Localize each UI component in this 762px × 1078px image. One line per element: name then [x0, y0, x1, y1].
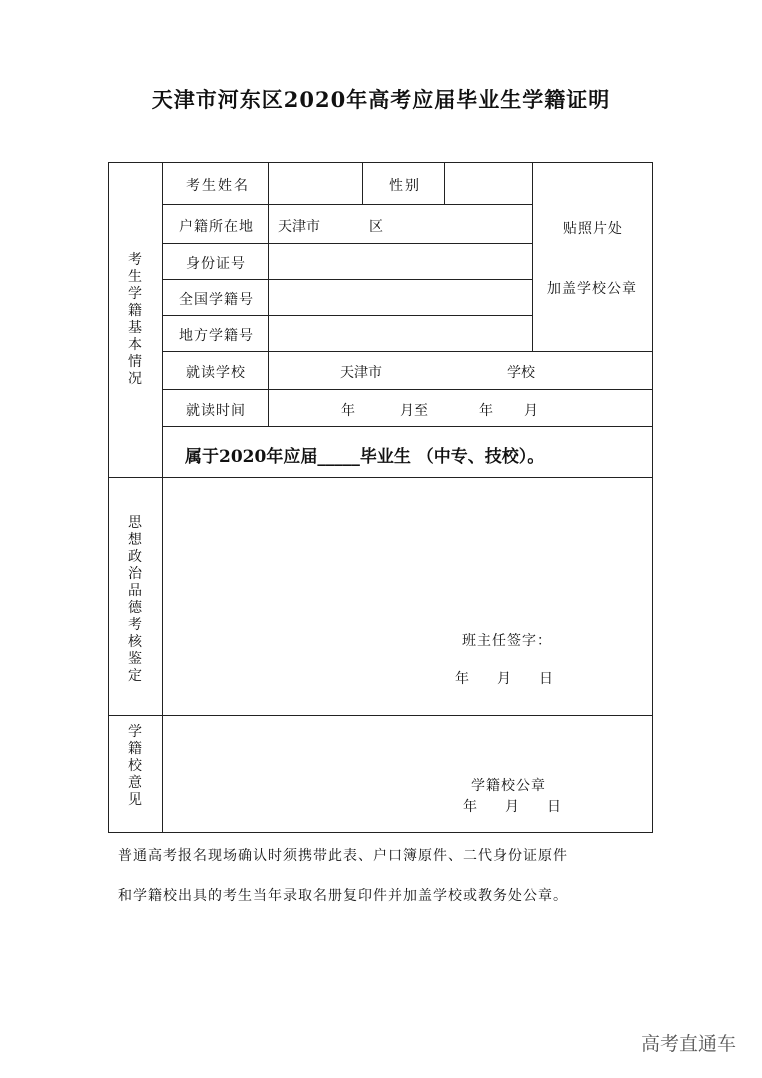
- divider: [162, 162, 163, 833]
- gender-label: 性别: [389, 178, 421, 194]
- id-label: 身份证号: [186, 256, 246, 272]
- watermark: 高考直通车: [640, 1033, 736, 1055]
- footnote-line-2: 和学籍校出具的考生当年录取名册复印件并加盖学校或教务处公章。: [118, 888, 568, 904]
- school-city[interactable]: 天津市: [340, 365, 382, 381]
- divider: [162, 204, 532, 205]
- divider: [162, 426, 653, 427]
- residence-label: 户籍所在地: [179, 219, 254, 235]
- residence-district: 区: [369, 219, 383, 235]
- divider: [532, 162, 533, 351]
- section-school-label: 学籍校意见: [128, 724, 142, 808]
- divider: [162, 351, 653, 352]
- school-seal-label: 加盖学校公章: [547, 281, 637, 297]
- local-id-field[interactable]: [270, 317, 530, 349]
- photo-area-label: 贴照片处: [563, 221, 623, 237]
- moral-date: 年 月 日: [455, 671, 553, 687]
- footnote-line-1: 普通高考报名现场确认时须携带此表、户口簿原件、二代身份证原件: [118, 848, 568, 864]
- national-id-label: 全国学籍号: [179, 292, 254, 308]
- time-year1: 年: [341, 403, 355, 419]
- id-field[interactable]: [270, 245, 530, 277]
- section-moral-label: 思想政治品德考核鉴定: [128, 515, 142, 684]
- local-id-label: 地方学籍号: [179, 328, 254, 344]
- divider: [268, 162, 269, 426]
- time-month-to: 月至: [400, 403, 428, 419]
- time-year2: 年: [479, 403, 493, 419]
- name-field[interactable]: [270, 164, 360, 202]
- graduate-statement: 属于2020年应届_____毕业生 （中专、技校）。: [185, 447, 545, 467]
- divider: [162, 279, 532, 280]
- gender-field[interactable]: [446, 164, 530, 202]
- residence-field[interactable]: 天津市: [278, 219, 320, 235]
- school-seal-text: 学籍校公章: [471, 778, 546, 794]
- moral-sign-label: 班主任签字：: [462, 633, 552, 649]
- name-label: 考生姓名: [186, 178, 250, 194]
- divider: [444, 162, 445, 204]
- section-basic-label: 考生学籍基本情况: [128, 252, 142, 387]
- divider: [108, 477, 653, 478]
- divider: [162, 389, 653, 390]
- school-suffix: 学校: [507, 365, 535, 381]
- divider: [162, 315, 532, 316]
- page-title: 天津市河东区2020年高考应届毕业生学籍证明: [151, 87, 611, 112]
- school-date: 年 月 日: [463, 799, 561, 815]
- divider: [362, 162, 363, 204]
- school-label: 就读学校: [186, 365, 246, 381]
- national-id-field[interactable]: [270, 281, 530, 313]
- divider: [108, 715, 653, 716]
- time-month2: 月: [524, 403, 538, 419]
- time-label: 就读时间: [186, 403, 246, 419]
- divider: [162, 243, 532, 244]
